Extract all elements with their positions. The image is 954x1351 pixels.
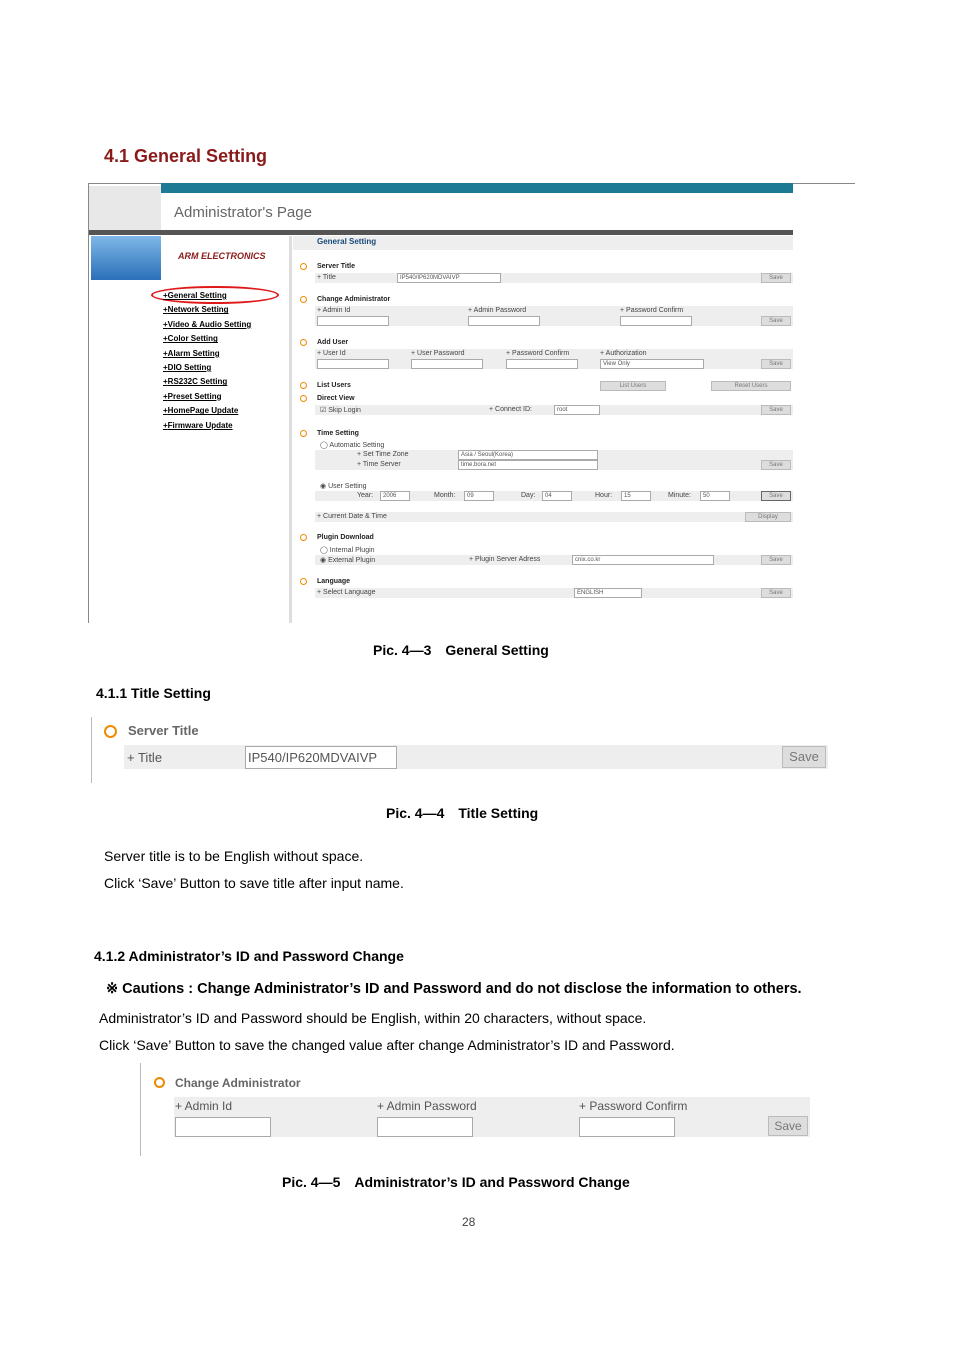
admin-pw-label: + Admin Password bbox=[377, 1099, 477, 1113]
admin-id-label: + Admin Id bbox=[317, 307, 351, 314]
pw-confirm-input[interactable] bbox=[620, 316, 692, 326]
admin-pw-label: + Admin Password bbox=[468, 307, 527, 314]
bullet-icon bbox=[300, 339, 307, 346]
save-button[interactable]: Save bbox=[761, 316, 791, 326]
save-button[interactable]: Save bbox=[761, 359, 791, 369]
admin-page-title: Administrator's Page bbox=[174, 204, 312, 221]
sidebar-menu bbox=[163, 289, 251, 433]
server-title-row bbox=[315, 273, 793, 283]
day-input[interactable]: 04 bbox=[542, 491, 572, 501]
pw-confirm-label: + Password Confirm bbox=[579, 1099, 688, 1113]
auto-setting-radio[interactable]: ◯ Automatic Setting bbox=[320, 442, 385, 449]
hour-input[interactable]: 15 bbox=[621, 491, 651, 501]
menu-video-audio[interactable]: +Video & Audio Setting bbox=[163, 319, 252, 329]
save-button[interactable]: Save bbox=[761, 491, 791, 501]
plugin-row bbox=[315, 555, 793, 565]
panel-title: General Setting bbox=[317, 237, 377, 246]
plugin-address-label: + Plugin Server Adress bbox=[469, 556, 541, 563]
minute-input[interactable]: 50 bbox=[700, 491, 730, 501]
save-button[interactable]: Save bbox=[768, 1116, 808, 1136]
time-zone-select[interactable]: Asia / Seoul(Korea) bbox=[458, 450, 598, 460]
user-pw-input[interactable] bbox=[411, 359, 483, 369]
body-text: Click ‘Save’ Button to save title after input name. bbox=[104, 875, 404, 891]
menu-color[interactable]: +Color Setting bbox=[163, 334, 218, 344]
admin-pw-input[interactable] bbox=[377, 1117, 473, 1137]
menu-homepage[interactable]: +HomePage Update bbox=[163, 406, 239, 416]
user-id-label: + User Id bbox=[317, 350, 346, 357]
language-row bbox=[315, 588, 793, 598]
add-user-heading: Add User bbox=[317, 339, 349, 346]
title-input[interactable]: IP540/IP620MDVAIVP bbox=[397, 273, 501, 283]
title-input[interactable]: IP540/IP620MDVAIVP bbox=[245, 746, 397, 769]
time-zone-label: + Set Time Zone bbox=[357, 451, 409, 458]
title-setting-screenshot bbox=[91, 717, 832, 783]
authorization-label: + Authorization bbox=[600, 350, 647, 357]
menu-network[interactable]: +Network Setting bbox=[163, 305, 229, 315]
bullet-icon bbox=[300, 534, 307, 541]
server-title-row bbox=[124, 745, 828, 769]
menu-rs232c[interactable]: +RS232C Setting bbox=[163, 377, 228, 387]
blue-corner bbox=[91, 236, 161, 280]
admin-id-label: + Admin Id bbox=[175, 1099, 233, 1113]
bullet-icon bbox=[104, 725, 117, 738]
admin-id-input[interactable] bbox=[175, 1117, 271, 1137]
minute-label: Minute: bbox=[668, 492, 691, 499]
user-pw-confirm-input[interactable] bbox=[506, 359, 578, 369]
figure-caption: Pic. 4—4 Title Setting bbox=[386, 805, 539, 821]
list-users-heading: List Users bbox=[317, 382, 351, 389]
sidebar-divider bbox=[289, 236, 292, 623]
section-title: 4.1 General Setting bbox=[104, 146, 268, 166]
language-select[interactable]: ENGLISH bbox=[574, 588, 642, 598]
display-button[interactable]: Display bbox=[745, 512, 791, 522]
skip-login-checkbox[interactable]: ☑ Skip Login bbox=[320, 407, 361, 414]
connect-id-select[interactable]: root bbox=[554, 405, 600, 415]
header-corner bbox=[89, 186, 161, 230]
figure-caption: Pic. 4—3 General Setting bbox=[373, 642, 549, 658]
body-text: Click ‘Save’ Button to save the changed value after change Administrator’s ID and Password. bbox=[99, 1037, 675, 1053]
list-users-button[interactable]: List Users bbox=[600, 381, 666, 391]
day-label: Day: bbox=[521, 492, 536, 499]
year-label: Year: bbox=[357, 492, 374, 499]
external-plugin-radio[interactable]: ◉ External Plugin bbox=[320, 557, 376, 564]
bullet-icon bbox=[300, 395, 307, 402]
month-input[interactable]: 09 bbox=[464, 491, 494, 501]
admin-id-input[interactable] bbox=[317, 316, 389, 326]
bullet-icon bbox=[300, 430, 307, 437]
bullet-icon bbox=[300, 263, 307, 270]
plugin-address-input[interactable]: cnix.co.kr bbox=[572, 555, 714, 565]
time-server-label: + Time Server bbox=[357, 461, 401, 468]
hour-label: Hour: bbox=[595, 492, 613, 499]
menu-firmware[interactable]: +Firmware Update bbox=[163, 420, 233, 430]
change-admin-heading: Change Administrator bbox=[175, 1076, 301, 1090]
language-heading: Language bbox=[317, 578, 351, 585]
change-admin-screenshot bbox=[140, 1063, 813, 1156]
save-button[interactable]: Save bbox=[761, 273, 791, 283]
save-button[interactable]: Save bbox=[761, 405, 791, 415]
bullet-icon bbox=[300, 578, 307, 585]
header-divider bbox=[89, 230, 793, 235]
server-title-heading: Server Title bbox=[128, 723, 199, 738]
pw-confirm-input[interactable] bbox=[579, 1117, 675, 1137]
menu-preset[interactable]: +Preset Setting bbox=[163, 391, 222, 401]
admin-pw-input[interactable] bbox=[468, 316, 540, 326]
server-title-heading: Server Title bbox=[317, 263, 356, 270]
title-label: + Title bbox=[317, 274, 336, 281]
year-input[interactable]: 2006 bbox=[380, 491, 410, 501]
subsection-title: 4.1.2 Administrator’s ID and Password Change bbox=[94, 948, 404, 964]
language-label: + Select Language bbox=[317, 589, 376, 596]
user-setting-radio[interactable]: ◉ User Setting bbox=[320, 483, 367, 490]
subsection-title: 4.1.1 Title Setting bbox=[96, 685, 211, 701]
reset-users-button[interactable]: Reset Users bbox=[711, 381, 791, 391]
time-server-input[interactable]: time.bora.net bbox=[458, 460, 598, 470]
bullet-icon bbox=[300, 296, 307, 303]
bullet-icon bbox=[300, 382, 307, 389]
user-pw-confirm-label: + Password Confirm bbox=[506, 350, 570, 357]
save-button[interactable]: Save bbox=[761, 555, 791, 565]
general-setting-screenshot bbox=[88, 183, 855, 623]
body-text: Server title is to be English without space. bbox=[104, 848, 364, 864]
pw-confirm-label: + Password Confirm bbox=[620, 307, 684, 314]
time-setting-heading: Time Setting bbox=[317, 430, 359, 437]
save-button[interactable]: Save bbox=[761, 588, 791, 598]
body-text: Administrator’s ID and Password should be English, within 20 characters, without space. bbox=[99, 1010, 647, 1026]
month-label: Month: bbox=[434, 492, 456, 499]
user-pw-label: + User Password bbox=[411, 350, 465, 357]
header-bar bbox=[161, 183, 793, 193]
figure-caption: Pic. 4—5 Administrator’s ID and Password Change bbox=[282, 1174, 630, 1190]
menu-alarm[interactable]: +Alarm Setting bbox=[163, 348, 220, 358]
user-id-input[interactable] bbox=[317, 359, 389, 369]
title-label: + Title bbox=[127, 750, 163, 765]
plugin-heading: Plugin Download bbox=[317, 534, 374, 541]
bullet-icon bbox=[154, 1077, 165, 1088]
caution-text: ※ Cautions : Change Administrator’s ID and Password and do not disclose the information to others. bbox=[106, 981, 802, 997]
menu-dio[interactable]: +DIO Setting bbox=[163, 363, 212, 373]
brand-logo: ARM ELECTRONICS bbox=[178, 251, 266, 261]
change-admin-heading: Change Administrator bbox=[317, 296, 391, 303]
save-button[interactable]: Save bbox=[761, 460, 791, 470]
save-button[interactable]: Save bbox=[782, 746, 826, 768]
current-time-label: + Current Date & Time bbox=[317, 513, 387, 520]
page-number: 28 bbox=[462, 1215, 476, 1229]
direct-view-heading: Direct View bbox=[317, 395, 355, 402]
authorization-select[interactable]: View Only bbox=[600, 359, 704, 369]
connect-id-label: + Connect ID: bbox=[489, 406, 532, 413]
menu-general[interactable]: +General Setting bbox=[163, 291, 227, 300]
internal-plugin-radio[interactable]: ◯ Internal Plugin bbox=[320, 547, 375, 554]
